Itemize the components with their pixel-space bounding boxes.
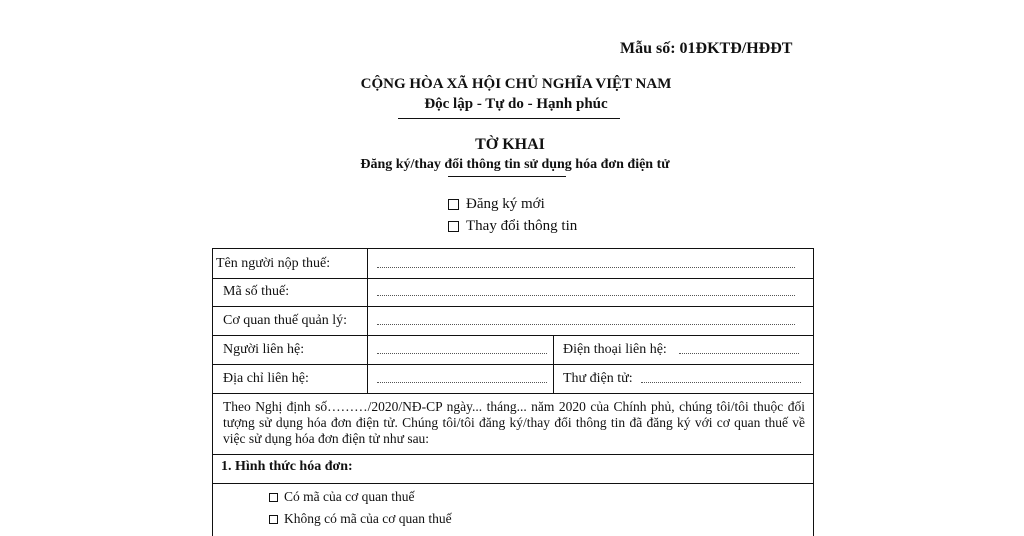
change-info-checkbox[interactable]	[448, 221, 459, 232]
motto-heading: Độc lập - Tự do - Hạnh phúc	[424, 96, 608, 112]
without-code-label: Không có mã của cơ quan thuế	[284, 511, 452, 526]
tax-agency-field[interactable]	[377, 323, 795, 325]
register-new-label: Đăng ký mới	[466, 196, 545, 212]
with-code-checkbox[interactable]	[269, 493, 278, 502]
subtitle-underline	[448, 176, 566, 177]
option-with-code[interactable]	[269, 489, 414, 505]
contact-person-label: Người liên hệ:	[223, 342, 305, 357]
option-change-info[interactable]	[448, 218, 577, 235]
document-title: TỜ KHAI	[475, 136, 545, 153]
row-divider	[213, 483, 813, 484]
column-divider	[553, 335, 554, 393]
email-field[interactable]	[641, 381, 801, 383]
section-invoice-type-title: 1. Hình thức hóa đơn:	[221, 459, 353, 474]
contact-address-field[interactable]	[377, 381, 547, 383]
contact-address-label: Địa chỉ liên hệ:	[223, 371, 309, 386]
row-divider	[213, 306, 813, 307]
taxpayer-name-field[interactable]	[377, 266, 795, 268]
column-divider	[367, 249, 368, 393]
row-divider	[213, 278, 813, 279]
row-divider	[213, 364, 813, 365]
with-code-label: Có mã của cơ quan thuế	[284, 489, 415, 504]
row-divider	[213, 335, 813, 336]
row-divider	[213, 393, 813, 394]
option-register-new[interactable]	[448, 196, 545, 213]
row-divider	[213, 454, 813, 455]
declaration-paragraph: Theo Nghị định số………/2020/NĐ-CP ngày... tháng... năm 2020 của Chính phủ, chúng tôi/tôi thuộc đối tượng sử dụng hóa đơn điện tử. Chúng tôi/tôi đăng ký/thay đổi thông tin đã đăng ký với cơ quan thuế về việc sử dụng hóa đơn điện tử như sau:	[223, 399, 805, 446]
register-new-checkbox[interactable]	[448, 199, 459, 210]
motto-underline	[398, 118, 620, 119]
document-subtitle: Đăng ký/thay đổi thông tin sử dụng hóa đơn điện tử	[360, 157, 670, 172]
tax-code-label: Mã số thuế:	[223, 284, 290, 299]
contact-phone-label: Điện thoại liên hệ:	[563, 342, 667, 357]
taxpayer-name-label: Tên người nộp thuế:	[216, 256, 331, 271]
option-without-code[interactable]	[269, 511, 452, 527]
contact-phone-field[interactable]	[679, 352, 799, 354]
contact-person-field[interactable]	[377, 352, 547, 354]
declaration-table	[212, 248, 814, 536]
without-code-checkbox[interactable]	[269, 515, 278, 524]
change-info-label: Thay đổi thông tin	[466, 218, 578, 234]
tax-code-field[interactable]	[377, 294, 795, 296]
nation-heading: CỘNG HÒA XÃ HỘI CHỦ NGHĨA VIỆT NAM	[360, 76, 672, 92]
tax-agency-label: Cơ quan thuế quản lý:	[223, 313, 348, 328]
form-code: Mẫu số: 01ĐKTĐ/HĐĐT	[620, 40, 793, 57]
email-label: Thư điện tử:	[563, 371, 633, 386]
